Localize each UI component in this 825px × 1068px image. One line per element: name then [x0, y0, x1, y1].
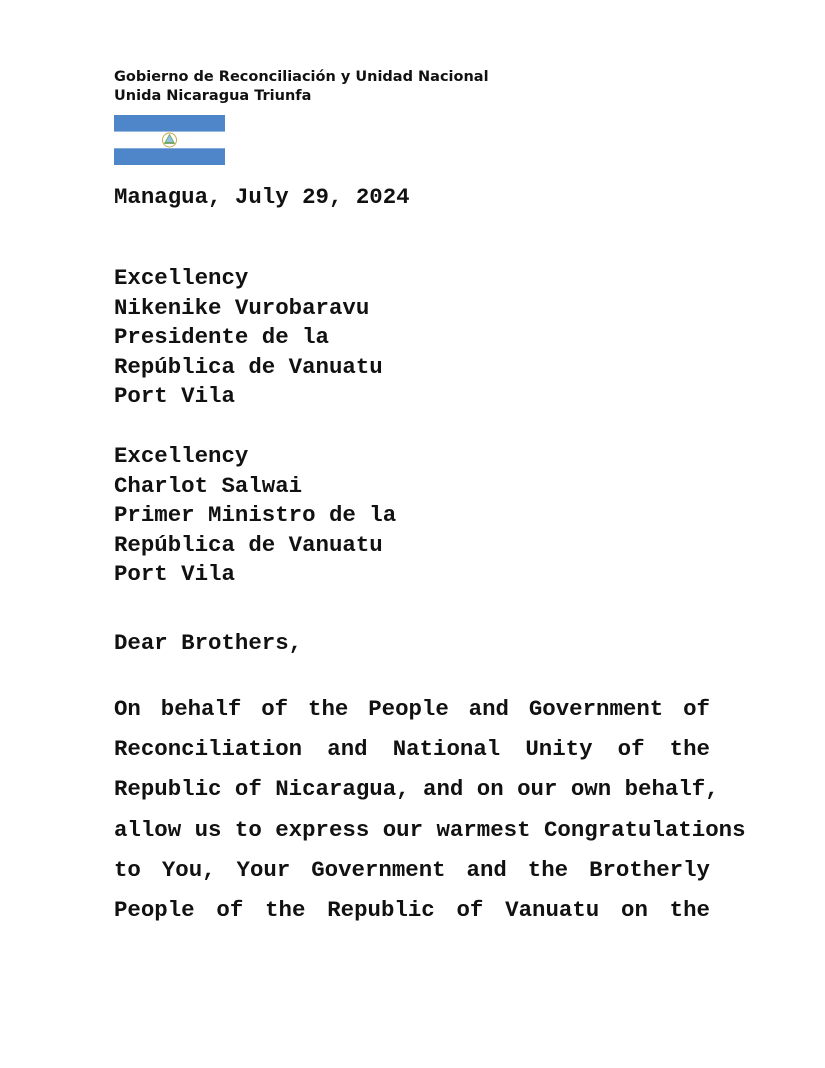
recipient-city: Port Vila: [114, 383, 235, 410]
recipient-name: Nikenike Vurobaravu: [114, 294, 370, 321]
letter-date: Managua, July 29, 2024: [114, 184, 410, 210]
letterhead: [114, 68, 489, 106]
recipient-position: Presidente de la: [114, 324, 329, 351]
body-line: allow us to express our warmest Congratulations: [114, 816, 746, 843]
body-line: On behalf of the People and Government of: [114, 696, 710, 722]
recipient-city: Port Vila: [114, 561, 235, 588]
body-line: Republic of Nicaragua, and on our own behalf,: [114, 776, 719, 803]
body-line: People of the Republic of Vanuatu on the: [114, 896, 710, 923]
recipient-title: Excellency: [114, 443, 249, 469]
recipient-title: Excellency: [114, 265, 249, 291]
recipient-name: Charlot Salwai: [114, 472, 303, 499]
recipient-country: República de Vanuatu: [114, 531, 383, 558]
recipient-block-prime-minister: [114, 442, 396, 590]
body-line: Reconciliation and National Unity of the: [114, 736, 710, 763]
recipient-country: República de Vanuatu: [114, 353, 383, 380]
flag-bottom-stripe: [114, 148, 225, 165]
letter-body: [114, 693, 746, 934]
body-line: to You, Your Government and the Brotherly: [114, 856, 710, 883]
recipient-position: Primer Ministro de la: [114, 502, 397, 529]
recipient-block-president: [114, 264, 383, 412]
letterhead-slogan: Unida Nicaragua Triunfa: [114, 88, 312, 104]
letterhead-government-name: Gobierno de Reconciliación y Unidad Nacional: [114, 69, 489, 85]
nicaragua-flag-icon: [114, 115, 225, 165]
flag-top-stripe: [114, 115, 225, 132]
salutation: Dear Brothers,: [114, 630, 303, 656]
